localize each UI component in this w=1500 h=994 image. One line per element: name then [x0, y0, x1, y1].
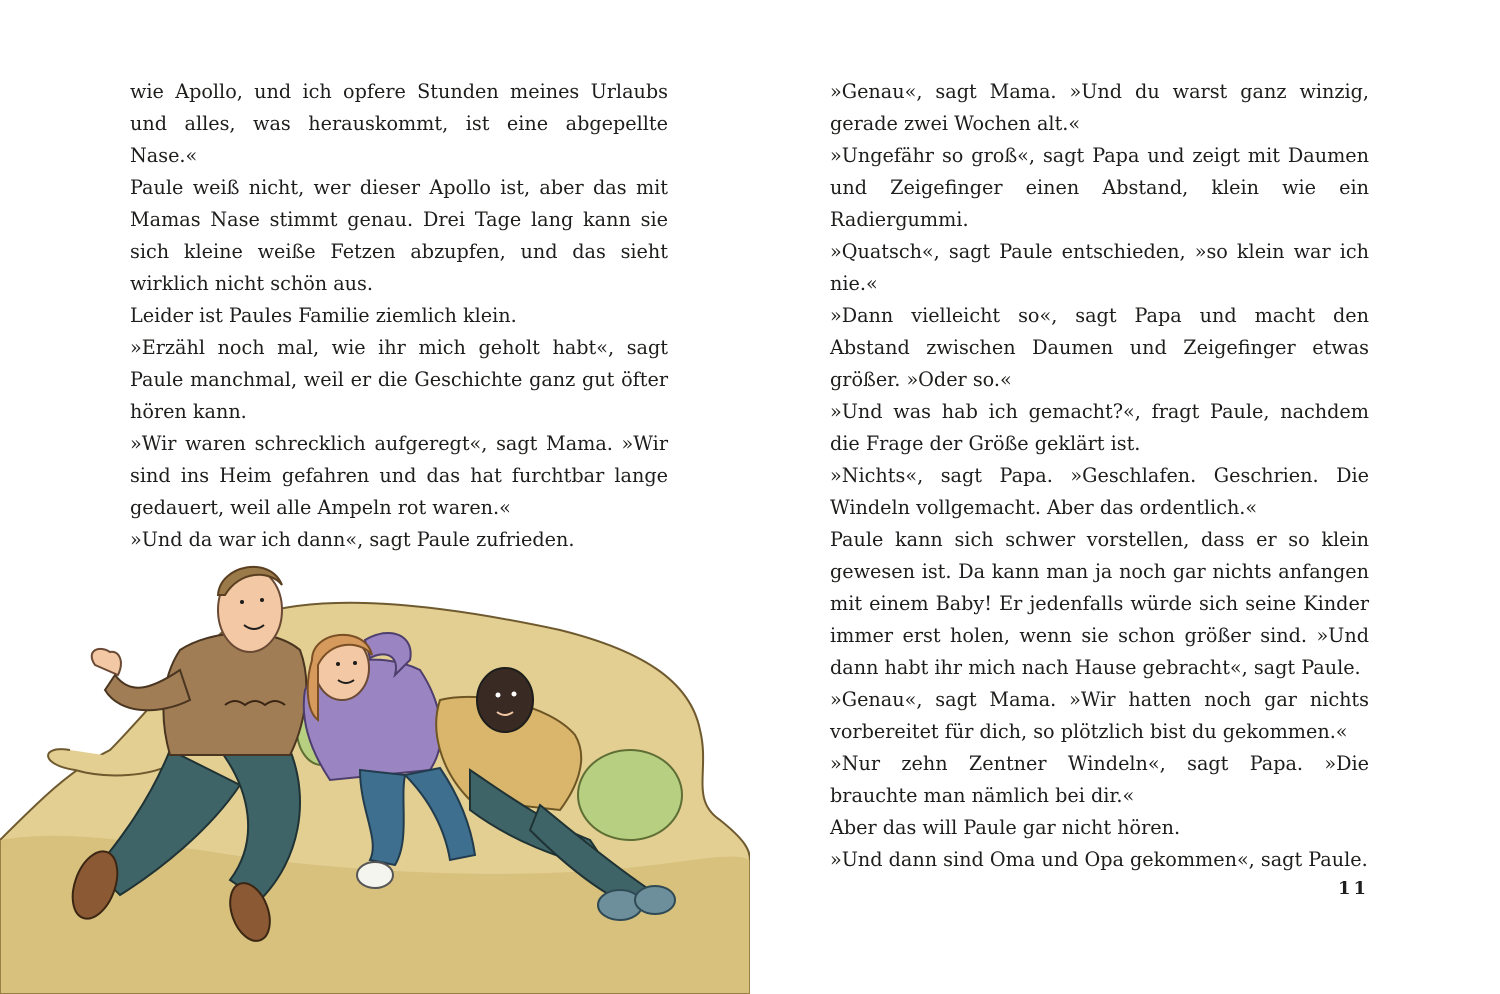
paragraph: »Quatsch«, sagt Paule entschieden, »so klein war ich nie.« [830, 240, 1369, 295]
left-page-text [130, 76, 668, 556]
paragraph: »Und da war ich dann«, sagt Paule zufrieden. [130, 528, 575, 551]
paragraph: Paule weiß nicht, wer dieser Apollo ist, aber das mit Mamas Nase stimmt genau. Drei Tage lang kann sie sich kleine weiße Fetzen abzupfen, und das sieht wirklich nicht schön aus. [130, 176, 668, 295]
right-page [750, 0, 1500, 994]
paragraph: Aber das will Paule gar nicht hören. [830, 816, 1181, 839]
paragraph: »Erzähl noch mal, wie ihr mich geholt habt«, sagt Paule manchmal, weil er die Geschichte ganz gut öfter hören kann. [130, 336, 668, 423]
paragraph: Paule kann sich schwer vorstellen, dass er so klein gewesen ist. Da kann man ja noch gar nichts anfangen mit einem Baby! Er jedenfalls würde sich seine Kinder immer erst holen, wenn sie schon größer sind. »Und dann habt ihr mich nach Hause gebracht«, sagt Paule. [830, 528, 1369, 679]
family-on-sofa-illustration [0, 540, 750, 994]
paragraph: »Ungefähr so groß«, sagt Papa und zeigt mit Daumen und Zeigefinger einen Abstand, klein wie ein Radiergummi. [830, 144, 1369, 231]
paragraph: Leider ist Paules Familie ziemlich klein. [130, 304, 517, 327]
paragraph: »Nichts«, sagt Papa. »Geschlafen. Geschrien. Die Windeln vollgemacht. Aber das ordentlich.« [830, 464, 1369, 519]
right-page-text [830, 76, 1369, 876]
paragraph: »Dann vielleicht so«, sagt Papa und macht den Abstand zwischen Daumen und Zeigefinger etwas größer. »Oder so.« [830, 304, 1369, 391]
paragraph: »Wir waren schrecklich aufgeregt«, sagt Mama. »Wir sind ins Heim gefahren und das hat furchtbar lange gedauert, weil alle Ampeln rot waren.« [130, 432, 668, 519]
paragraph: wie Apollo, und ich opfere Stunden meines Urlaubs und alles, was herauskommt, ist eine abgepellte Nase.« [130, 80, 668, 167]
paragraph: »Genau«, sagt Mama. »Und du warst ganz winzig, gerade zwei Wochen alt.« [830, 80, 1369, 135]
pillow-icon [578, 750, 682, 840]
paragraph: »Genau«, sagt Mama. »Wir hatten noch gar nichts vorbereitet für dich, so plötzlich bist du gekommen.« [830, 688, 1369, 743]
child-head [477, 668, 533, 732]
page-number: 11 [1337, 878, 1369, 899]
paragraph: »Nur zehn Zentner Windeln«, sagt Papa. »Die brauchte man nämlich bei dir.« [830, 752, 1369, 807]
paragraph: »Und dann sind Oma und Opa gekommen«, sagt Paule. [830, 848, 1368, 871]
paragraph: »Und was hab ich gemacht?«, fragt Paule, nachdem die Frage der Größe geklärt ist. [830, 400, 1369, 455]
